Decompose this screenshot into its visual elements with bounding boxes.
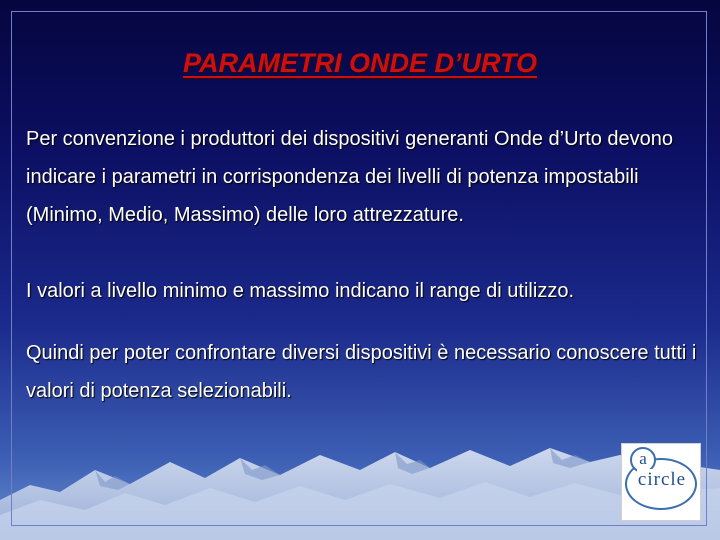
logo-word-container (622, 469, 702, 491)
slide-body (26, 120, 706, 410)
slide-title-container (0, 48, 720, 79)
logo-letter: a (630, 447, 656, 473)
paragraph-1: Per convenzione i produttori dei dispositivi generanti Onde d’Urto devono indicare i parametri in corrispondenza dei livelli di potenza impostabili (Minimo, Medio, Massimo) delle loro attrezzature. (26, 128, 674, 226)
slide-title: PARAMETRI ONDE D’URTO (182, 48, 538, 78)
paragraph-2: I valori a livello minimo e massimo indicano il range di utilizzo. (26, 280, 574, 302)
logo-word: circle (637, 469, 687, 490)
circle-logo (621, 443, 701, 521)
paragraph-3: Quindi per poter confrontare diversi dispositivi è necessario conoscere tutti i valori di potenza selezionabili. (26, 342, 697, 402)
